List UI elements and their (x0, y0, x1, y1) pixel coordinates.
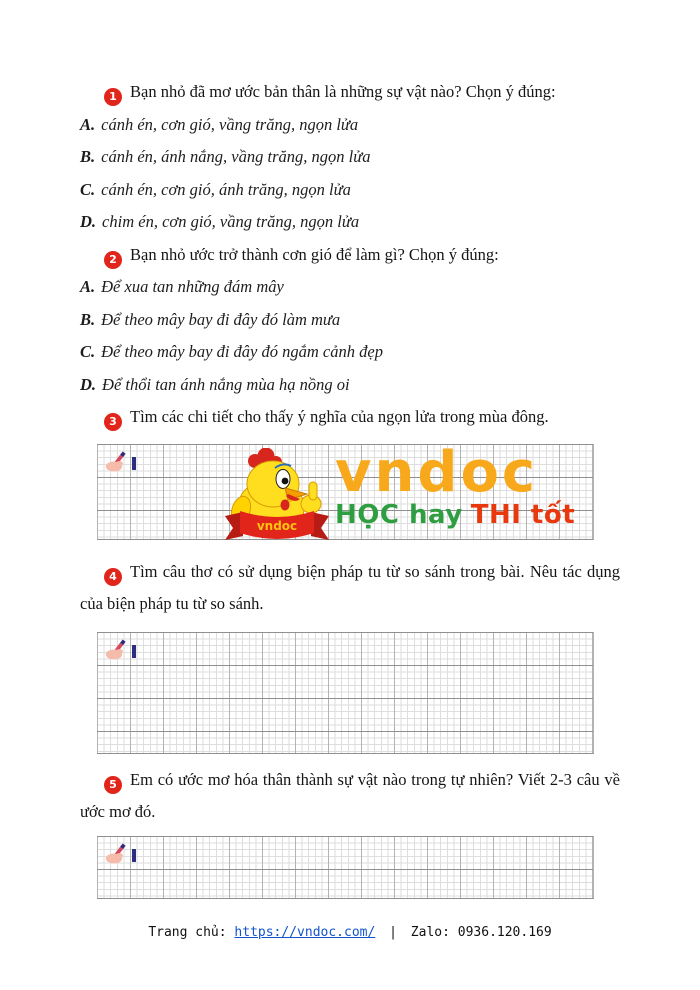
chicken-mascot-svg (225, 448, 329, 548)
text-cursor-icon (132, 457, 136, 470)
option-text: cánh én, cơn gió, ánh trăng, ngọn lửa (101, 179, 351, 199)
question-number-badge: 5 (104, 776, 122, 794)
answer-option-1c (80, 174, 620, 207)
question-4 (80, 556, 620, 621)
option-label: B. (80, 309, 96, 329)
question-text: Bạn nhỏ đã mơ ước bản thân là những sự vật nào? Chọn ý đúng: (130, 82, 556, 101)
logo-text (335, 439, 576, 530)
logo-tagline (335, 500, 575, 530)
option-text: cánh én, ánh nắng, vầng trăng, ngọn lửa (101, 147, 371, 166)
option-label: C. (80, 342, 96, 361)
home-link[interactable]: https://vndoc.com/ (234, 925, 376, 940)
answer-grid-2 (97, 632, 594, 754)
text-cursor-icon (132, 645, 136, 658)
tagline-green: HỌC hay (335, 499, 463, 530)
option-label: D. (80, 374, 97, 394)
answer-option-1d (80, 206, 620, 239)
question-3 (80, 401, 620, 434)
question-text: Em có ước mơ hóa thân thành sự vật nào trong tự nhiên? Viết 2-3 câu về ước mơ đó. (80, 769, 620, 821)
answer-option-2a (80, 271, 620, 304)
footer-home-label: Trang chủ: (148, 925, 227, 940)
footer-separator: | (389, 925, 397, 940)
question-text: Bạn nhỏ ước trở thành cơn gió để làm gì? Chọn ý đúng: (130, 244, 499, 264)
tagline-red: THI tốt (470, 499, 576, 530)
question-number-badge: 3 (104, 413, 122, 431)
question-number-badge: 4 (104, 568, 122, 586)
writing-hand-icon (105, 843, 129, 864)
answer-grid-3 (97, 836, 594, 899)
option-text: Để thổi tan ánh nắng mùa hạ nồng oi (102, 374, 350, 394)
answer-option-2c (80, 336, 620, 369)
option-text: cánh én, cơn gió, vầng trăng, ngọn lửa (101, 114, 359, 134)
writing-hand-icon (105, 451, 129, 472)
answer-option-2d (80, 369, 620, 402)
chicken-mascot-icon (225, 448, 329, 548)
answer-option-1b (80, 141, 620, 174)
answer-grid-1 (97, 439, 594, 540)
ribbon-text: vndoc (256, 518, 298, 533)
option-label: A. (80, 277, 96, 296)
option-label: D. (80, 212, 97, 231)
pencil-cursor-group (105, 451, 136, 472)
question-text: Tìm các chi tiết cho thấy ý nghĩa của ngọn lửa trong mùa đông. (130, 407, 549, 426)
question-number-badge: 2 (104, 251, 122, 269)
option-text: Để theo mây bay đi đây đó làm mưa (101, 309, 341, 329)
option-text: Để xua tan những đám mây (101, 277, 284, 296)
option-text: chim én, cơn gió, vầng trăng, ngọn lửa (102, 212, 360, 231)
question-text: Tìm câu thơ có sử dụng biện pháp tu từ so sánh trong bài. Nêu tác dụng của biện pháp tu từ so sánh. (80, 561, 620, 613)
logo-wordmark: vndoc (335, 439, 539, 505)
vndoc-logo (225, 439, 576, 548)
option-text: Để theo mây bay đi đây đó ngắm cảnh đẹp (101, 342, 383, 361)
footer-zalo: Zalo: 0936.120.169 (410, 925, 552, 940)
text-cursor-icon (132, 849, 136, 862)
option-label: C. (80, 179, 96, 199)
question-2 (80, 239, 620, 272)
question-1 (80, 76, 620, 109)
question-number-badge: 1 (104, 88, 122, 106)
question-5 (80, 764, 620, 829)
answer-option-1a (80, 109, 620, 142)
writing-hand-icon (105, 639, 129, 660)
pencil-cursor-group (105, 639, 136, 660)
pencil-cursor-group (105, 843, 136, 864)
option-label: A. (80, 114, 96, 134)
worksheet-content (80, 76, 620, 899)
page-footer (0, 925, 700, 940)
answer-option-2b (80, 304, 620, 337)
option-label: B. (80, 147, 96, 166)
